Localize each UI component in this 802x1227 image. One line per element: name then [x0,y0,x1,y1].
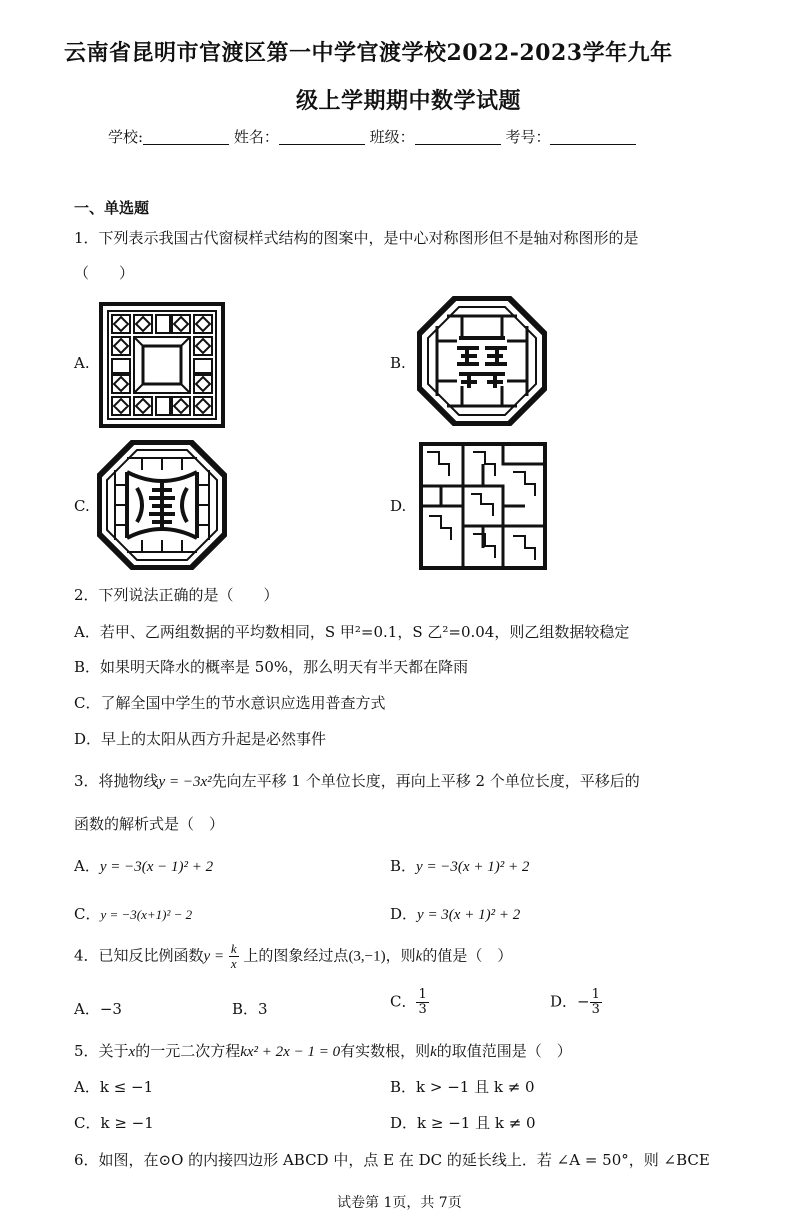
q4-prefix: 4．已知反比例函数 [74,946,204,965]
school-label: 学校: [108,128,144,146]
q2-text: 2．下列说法正确的是（ ） [74,586,279,604]
q4-d-den: 3 [591,1002,600,1017]
q3-instruction: 先向左平移 1 个单位长度，再向上平移 2 个单位长度，平移后的 [211,772,640,790]
q5-equation: kx² + 2x − 1 = 0 [240,1044,341,1060]
q5-mid: 的一元二次方程 [135,1042,241,1060]
q3-line-1 [74,770,640,791]
q5-end: 的取值范围是（ ） [436,1042,572,1060]
q4-option-a[interactable]: A．−3 [74,1000,122,1018]
q4-fraction [229,942,239,971]
class-blank[interactable] [415,129,501,145]
q4-option-c[interactable] [390,988,429,1017]
q3-d-label: D． [390,905,418,923]
q5-line [74,1040,572,1061]
q4-fn-denominator: x [230,956,237,971]
school-blank[interactable] [143,129,229,145]
class-label: 班级： [369,128,415,146]
name-label: 姓名： [233,128,279,146]
q4-post: ，则 [385,946,416,965]
q2-option-c[interactable]: C．了解全国中学生的节水意识应选用普查方式 [74,694,386,712]
q4-option-b[interactable]: B．3 [232,1000,268,1018]
page-footer: 试卷第 1页，共 7页 [337,1195,462,1211]
q4-end: 的值是（ ） [422,946,513,965]
window-pattern-a-image [99,302,225,428]
q5-x: x [128,1044,136,1060]
q1-option-c-label[interactable]: C. [74,497,90,515]
q3-a-expr: y = −3(x − 1)² + 2 [99,859,214,875]
q1-option-a-label[interactable]: A. [74,354,90,372]
window-pattern-d-image [419,442,547,570]
number-blank[interactable] [550,129,636,145]
q1-option-d-label[interactable]: D. [390,497,407,515]
q3-d-expr: y = 3(x + 1)² + 2 [417,907,521,923]
q4-d-num: 1 [591,987,600,1002]
q4-fn-left: y = [203,948,225,965]
q3-b-label: B． [390,857,417,875]
q3-a-label: A． [74,857,100,875]
q5-option-c[interactable]: C．k ≥ −1 [74,1114,154,1132]
q3-option-d[interactable] [390,903,520,924]
q5-k: k [430,1044,437,1060]
q3-c-expr: y = −3(x+1)² − 2 [100,907,193,922]
q3-option-c[interactable] [74,903,192,924]
q4-c-num: 1 [418,987,427,1002]
title-line-2: 级上学期期中数学试题 [296,88,522,114]
q4-d-label: D．− [550,992,590,1011]
q4-d-fraction [590,988,602,1017]
window-pattern-b-image [417,296,547,426]
q2-option-b[interactable]: B．如果明天降水的概率是 50%，那么明天有半天都在降雨 [74,658,469,676]
q4-k: k [415,948,423,965]
q3-c-label: C． [74,905,101,923]
q6-text: 6．如图，在⊙O 的内接四边形 ABCD 中，点 E 在 DC 的延长线上．若 ∠A = 50°，则 ∠BCE [74,1151,710,1169]
q4-point: (3,−1) [348,948,386,965]
q5-post: 有实数根，则 [340,1042,431,1060]
q2-option-d[interactable]: D．早上的太阳从西方升起是必然事件 [74,730,327,748]
q3-option-a[interactable] [74,855,213,876]
q3-line-2: 函数的解析式是（ ） [74,815,225,833]
q5-prefix: 5．关于 [74,1042,129,1060]
q5-option-a[interactable]: A．k ≤ −1 [74,1078,154,1096]
info-line [108,126,636,147]
q4-option-d[interactable] [550,988,602,1017]
q5-option-d[interactable]: D．k ≥ −1 且 k ≠ 0 [390,1114,536,1132]
q4-line [74,942,512,971]
q5-option-b[interactable]: B．k > −1 且 k ≠ 0 [390,1078,535,1096]
q1-option-b-label[interactable]: B. [390,354,406,372]
q2-option-a[interactable]: A．若甲、乙两组数据的平均数相同，S 甲²=0.1，S 乙²=0.04，则乙组数据较稳定 [74,623,630,641]
window-pattern-c-image [97,440,227,570]
q1-text: 1．下列表示我国古代窗棂样式结构的图案中，是中心对称图形但不是轴对称图形的是 [74,229,639,247]
q4-mid: 上的图象经过点 [243,946,349,965]
number-label: 考号： [505,128,551,146]
q3-b-expr: y = −3(x + 1)² + 2 [416,859,530,875]
q4-c-den: 3 [418,1002,427,1017]
q4-fn-numerator: k [230,941,237,956]
q3-parabola: y = −3x² [158,774,212,790]
q3-prefix: 3．将抛物线 [74,772,159,790]
name-blank[interactable] [279,129,365,145]
q4-c-label: C． [390,992,417,1011]
q3-option-b[interactable] [390,855,529,876]
q1-paren: （ ） [74,264,135,282]
section-header: 一、单选题 [74,199,150,217]
title-line-1: 云南省昆明市官渡区第一中学官渡学校2022-2023学年九年 [64,40,673,66]
q4-c-fraction [416,988,428,1017]
